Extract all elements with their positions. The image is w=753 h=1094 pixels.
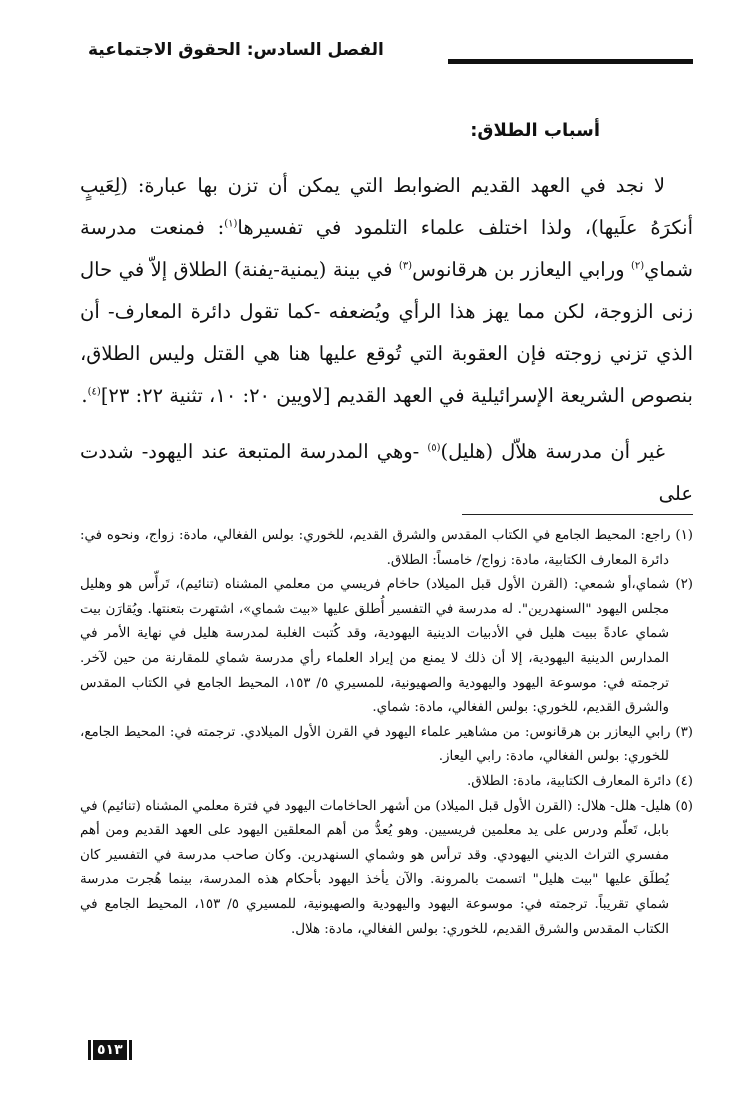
footnote-separator [462,514,693,515]
footnote-number: (١) [675,528,693,543]
running-title: الفصل السادس: الحقوق الاجتماعية [88,40,384,60]
footnote-number: (٣) [675,724,693,740]
folio-bar-right [129,1040,132,1060]
header-rule [448,59,693,64]
running-header [88,40,693,70]
footnote-ref-2[interactable]: (٢) [630,260,645,272]
footnote-4: (٤) دائرة المعارف الكتابية، مادة: الطلاق. [467,773,693,789]
footnote-5: (٥) هليل- هلل- هلال: (القرن الأول قبل الميلاد) من أشهر الحاخامات اليهود في فترة معلمي المشناه (تنائيم) في بابل، تَعلّم ودرس على يد معلمين فريسيين. وهو يُعدُّ من أهم المعلقين اليهود على العهد القديم ومن أهم مفسري التراث الديني اليهودي. وقد ترأس هو وشماي السنهدرين. وكان صاحب مدرسة في التفسير كان يُطلَق عليها "بيت هليل" اتسمت بالمرونة. والآن يأخذ اليهود بأحكام هذه المدرسة، بينما هُجرت مدرسة شماي تقريباً. ترجمته في: موسوعة اليهود واليهودية والصهيونية، للمسيري ٥/ ١٥٣، المحيط الجامع في الكتاب المقدس والشرق القديم، للخوري: بولس الفغالي، مادة: هلال. [80,798,693,937]
footnote-number: (٢) [675,577,693,593]
footnote-number: (٥) [675,798,693,814]
footnote-ref-5[interactable]: (٥) [427,442,441,454]
footnotes [80,524,693,942]
footnote-number: (٤) [675,773,693,789]
footnote-2: (٢) شماي،أو شمعي: (القرن الأول قبل الميلاد) حاخام فريسي من معلمي المشناه (تنائيم)، تَرأّس هو وهليل مجلس اليهود "السنهدرين". له مدرسة في التفسير أُطلق عليها «بيت شماي»، اشتهرت بتعنتها. ويُقارَن بيت شماي عادةً ببيت هليل في الأدبيات الدينية اليهودية، وقد كُتبت الغلبة لمدرسة هليل في نهاية الأمر في المدارس الدينية اليهودية، إلا أن ذلك لا يمنع من إيراد العلماء رأي مدرسة شماي للمقارنة من حين لآخر. ترجمته في: موسوعة اليهود واليهودية والصهيونية، للمسيري ٥/ ١٥٣، المحيط الجامع في الكتاب المقدس والشرق القديم، للخوري: بولس الفغالي، مادة: شماي. [80,577,693,716]
section-heading: أسباب الطلاق: [470,120,600,141]
footnote-ref-3[interactable]: (٣) [398,260,413,272]
paragraph-1: لا نجد في العهد القديم الضوابط التي يمكن أن تزن بها عبارة: (لِعَيبٍ أنكرَهُ علَيها)، ولذا اختلف علماء التلمود في تفسيرها$^{(١)}$: فمنعت مدرسة شماي$^{(٢)}$ ورابي اليعازر بن هرقانوس$^{(٣)}$ في بينة (يمنية-يفنة) الطلاق إلاّ في حال زنى الزوجة، لكن مما يهز هذا الرأي ويُضعفه -كما تقول دائرة المعارف- أن الذي تزني زوجته فإن العقوبة التي تُوقع عليها هنا هي القتل وليس الطلاق، بنصوص الشريعة الإسرائيلية في العهد القديم [لاويين ٢٠: ١٠، تثنية ٢٢: ٢٣]$^{(٤)}$. [80,174,693,407]
paragraph-2: غير أن مدرسة هلاّل (هليل)$^{(٥)}$ -وهي المدرسة المتبعة عند اليهود- شددت على [80,440,693,505]
folio-bar-left [88,1040,91,1060]
footnote-1: (١) راجع: المحيط الجامع في الكتاب المقدس والشرق القديم، للخوري: بولس الفغالي، مادة: زواج، ونحوه في: دائرة المعارف الكتابية، مادة: زواج/ خامساً: الطلاق. [80,528,693,568]
page-number: ٥١٣ [93,1040,127,1060]
body-text [80,165,693,515]
footnote-3: (٣) رابي اليعازر بن هرقانوس: من مشاهير علماء اليهود في القرن الأول الميلادي. ترجمته في: المحيط الجامع، للخوري: بولس الفغالي، مادة: رابي اليعاز. [80,724,693,765]
footnote-ref-1[interactable]: (١) [224,218,238,230]
footnote-ref-4[interactable]: (٤) [87,386,101,398]
page-number-box [88,1040,132,1060]
